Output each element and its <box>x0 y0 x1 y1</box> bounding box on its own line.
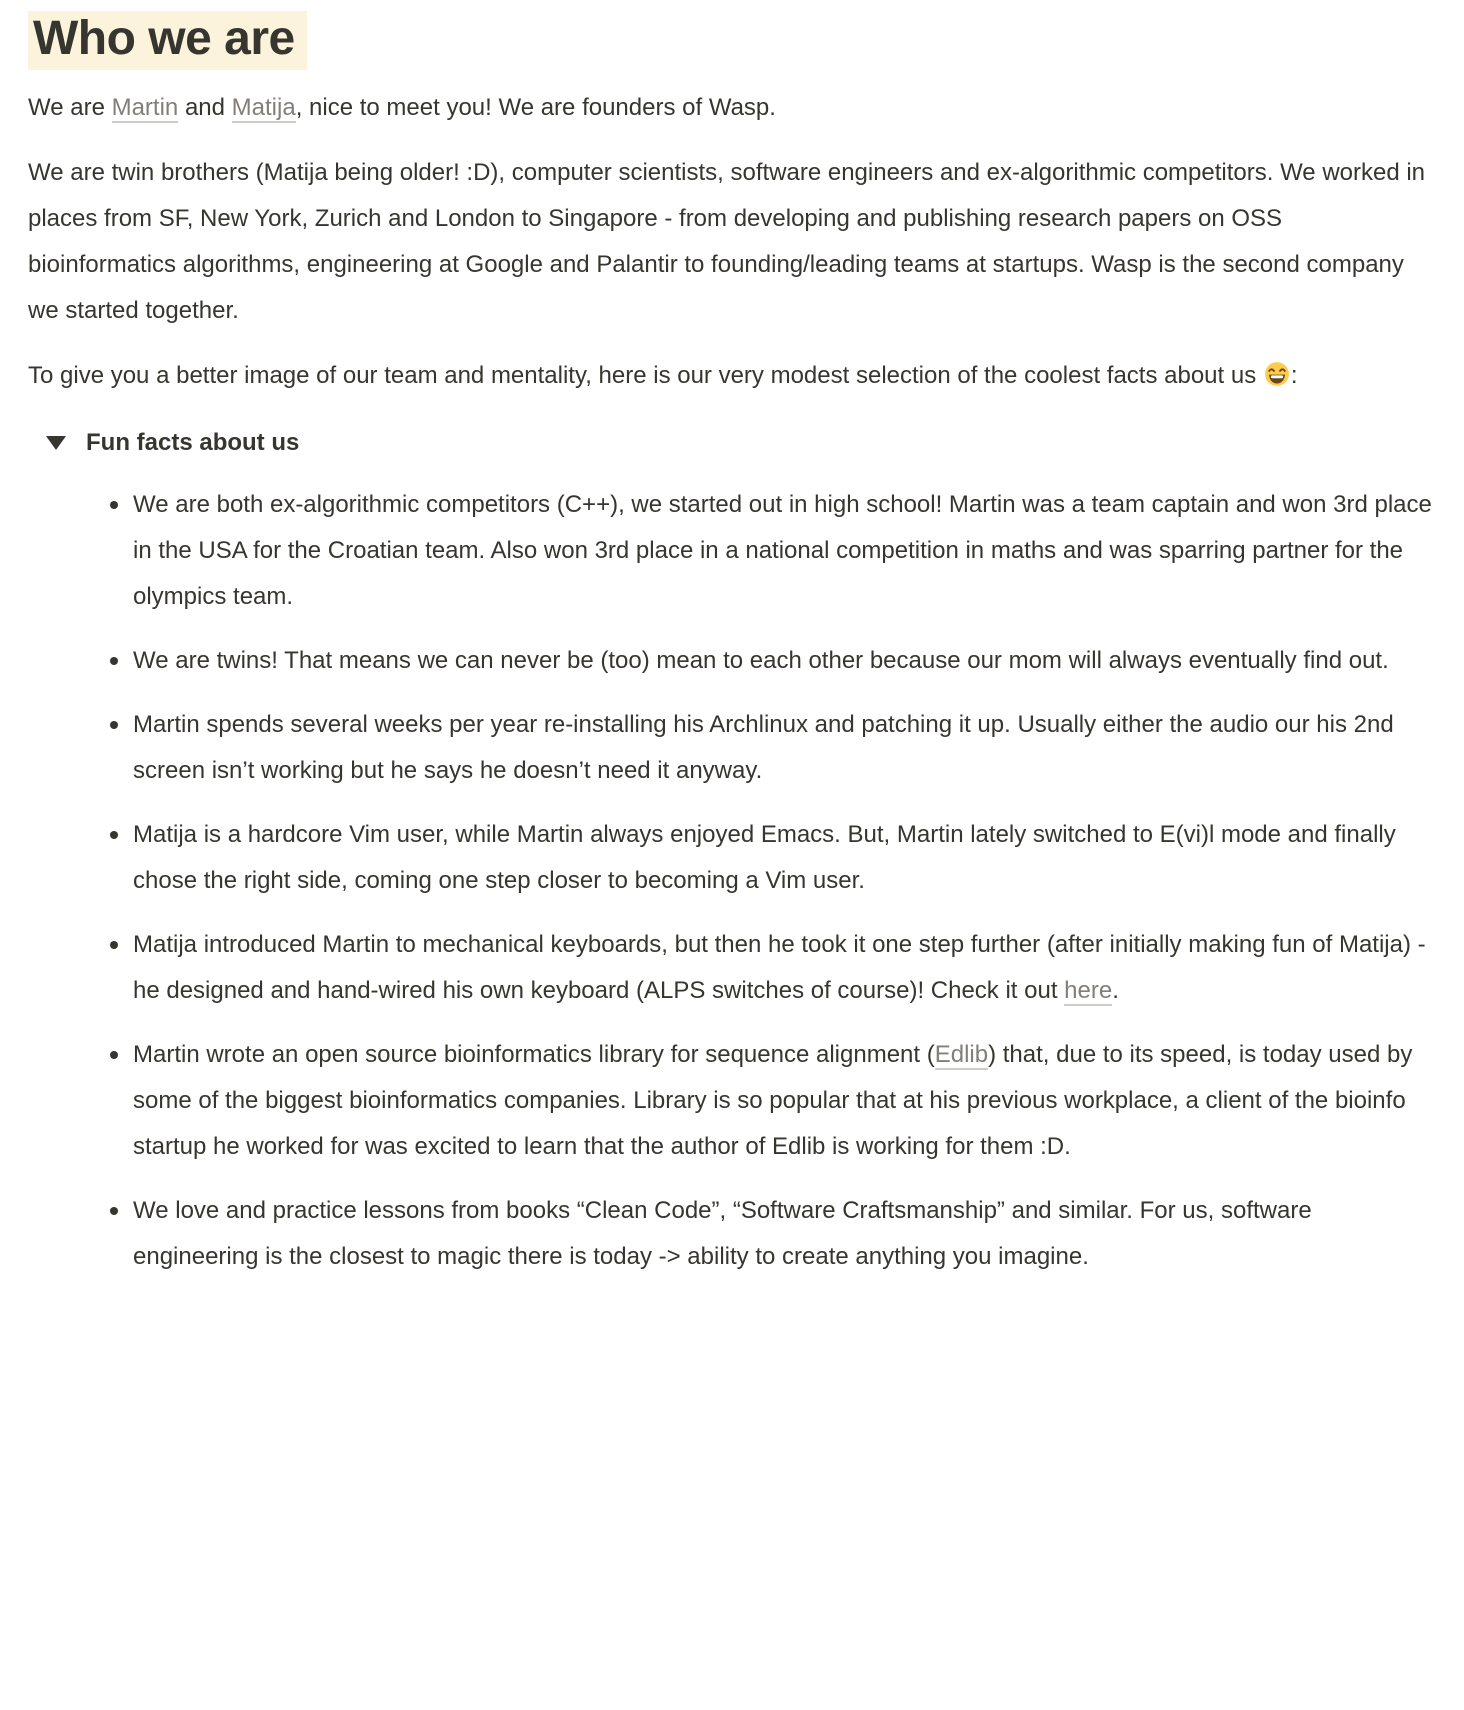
fact-text: We are both ex-algorithmic competitors (C++), we started out in high school! Martin was a team captain and won 3rd place in the USA for the Croatian team. Also won 3rd place in a national competition in maths and was sparring partner for the olympics team. <box>133 491 1432 610</box>
fact-text: . <box>1112 977 1119 1004</box>
fun-facts-toggle <box>34 420 1436 466</box>
page-title <box>28 12 1436 66</box>
fun-fact-item <box>108 702 1436 794</box>
bullet-icon <box>110 721 118 729</box>
fact-text: We are twins! That means we can never be (too) mean to each other because our mom will always eventually find out. <box>133 647 1389 674</box>
bullet-icon <box>110 831 118 839</box>
fact-text: Matija is a hardcore Vim user, while Martin always enjoyed Emacs. But, Martin lately switched to E(vi)l mode and finally chose the right side, coming one step closer to becoming a Vim user. <box>133 821 1396 894</box>
fun-fact-item <box>108 812 1436 904</box>
toggle-collapse-button[interactable] <box>34 420 78 466</box>
here-link[interactable]: here <box>1064 977 1113 1004</box>
fact-text: Martin spends several weeks per year re-installing his Archlinux and patching it up. Usually either the audio our his 2nd screen isn’t working but he says he doesn’t need it anyway. <box>133 711 1394 784</box>
martin-link[interactable]: Martin <box>111 94 179 121</box>
lead-in-paragraph <box>28 353 1436 399</box>
fun-fact-item <box>108 482 1436 620</box>
intro-text: and <box>178 94 232 121</box>
intro-text: We are <box>28 94 112 121</box>
lead-in-text: To give you a better image of our team and mentality, here is our very modest selection of the coolest facts about us <box>28 362 1263 389</box>
fact-text: We love and practice lessons from books “Clean Code”, “Software Craftsmanship” and similar. For us, software engineering is the closest to magic there is today -> ability to create anything you imagine. <box>133 1197 1312 1270</box>
fun-facts-list <box>28 482 1436 1280</box>
lead-in-text: : <box>1290 362 1298 389</box>
fun-fact-item <box>108 922 1436 1014</box>
bio-paragraph: We are twin brothers (Matija being older! :D), computer scientists, software engineers and ex-algorithmic competitors. We worked in places from SF, New York, Zurich and London to Singapore - from developing and publishing research papers on OSS bioinformatics algorithms, engineering at Google and Palantir to founding/leading teams at startups. Wasp is the second company we started together. <box>28 159 1426 324</box>
bullet-icon <box>110 1051 118 1059</box>
bullet-icon <box>110 501 118 509</box>
toggle-label: Fun facts about us <box>86 429 300 456</box>
fun-fact-item <box>108 1032 1436 1170</box>
page-title-highlight: Who we are <box>28 11 307 70</box>
bullet-icon <box>110 1207 118 1215</box>
intro-text: , nice to meet you! We are founders of Wasp. <box>295 94 776 121</box>
triangle-down-icon <box>46 436 66 450</box>
matija-link[interactable]: Matija <box>231 94 296 121</box>
fun-fact-item <box>108 1188 1436 1280</box>
fact-text: Matija introduced Martin to mechanical keyboards, but then he took it one step further (after initially making fun of Matija) - he designed and hand-wired his own keyboard (ALPS switches of course)! Check it out <box>133 931 1426 1004</box>
grinning-face-emoji <box>1264 361 1290 387</box>
intro-paragraph <box>28 85 1436 131</box>
fun-fact-item <box>108 638 1436 684</box>
fact-text: Martin wrote an open source bioinformatics library for sequence alignment ( <box>133 1041 935 1068</box>
bullet-icon <box>110 941 118 949</box>
bullet-icon <box>110 657 118 665</box>
edlib-link[interactable]: Edlib <box>934 1041 989 1068</box>
fact-text: ) that, due to its speed, is today used by some of the biggest bioinformatics companies. Library is so popular that at his previous workplace, a client of the bioinfo startup he worked for was excited to learn that the author of Edlib is working for them :D. <box>133 1041 1413 1160</box>
